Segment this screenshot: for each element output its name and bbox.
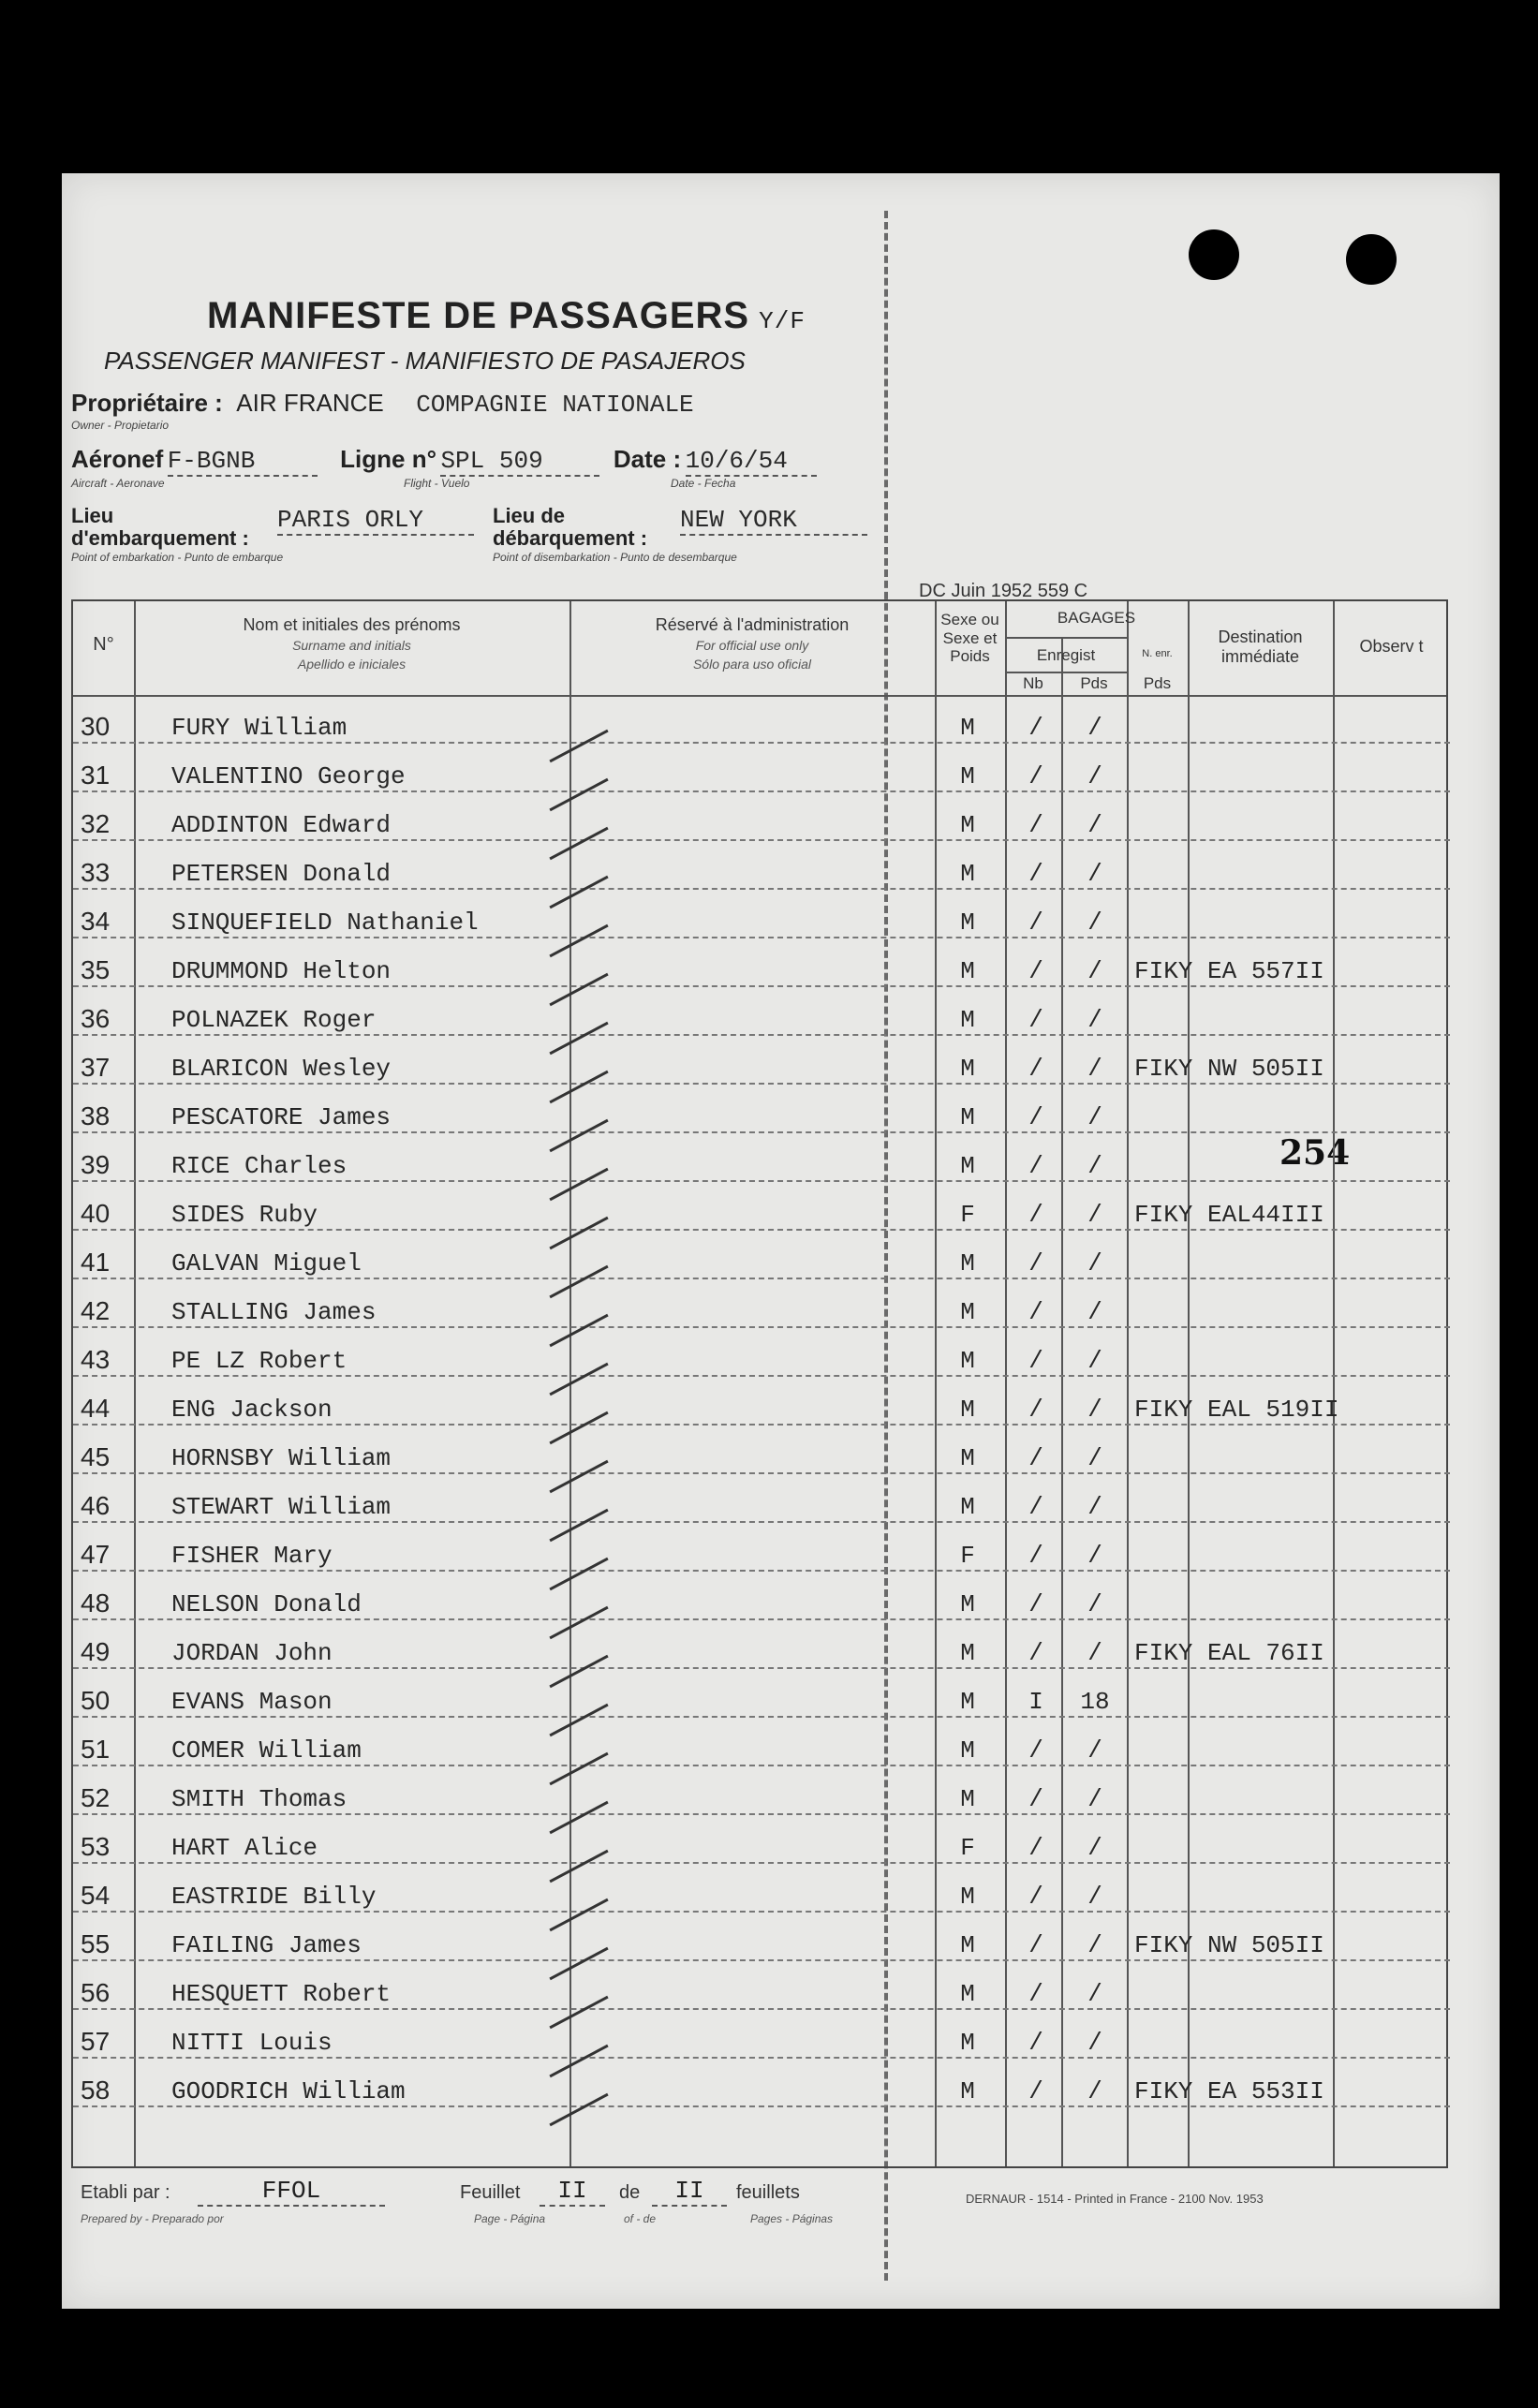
passenger-sex: M <box>960 957 975 985</box>
col-no: N° <box>93 634 114 655</box>
table-row <box>73 1336 1450 1382</box>
aircraft-value: F-BGNB <box>168 447 318 477</box>
prepared-sub: Prepared by - Preparado por <box>81 2212 224 2225</box>
passenger-number: 51 <box>81 1735 111 1764</box>
form-code: DC Juin 1952 559 C <box>919 581 1088 601</box>
baggage-weight: / <box>1087 909 1102 937</box>
prepared-value: FFOL <box>198 2177 385 2207</box>
passenger-number: 41 <box>81 1248 111 1277</box>
baggage-weight: / <box>1087 714 1102 742</box>
passenger-number: 57 <box>81 2027 111 2056</box>
baggage-count: / <box>1028 1347 1043 1375</box>
table-row <box>73 2066 1450 2113</box>
passenger-name: HESQUETT Robert <box>171 1980 392 2008</box>
table-row <box>73 897 1450 944</box>
owner-field <box>71 389 694 432</box>
baggage-weight: / <box>1087 1834 1102 1862</box>
passenger-number: 56 <box>81 1978 111 2007</box>
table-row <box>73 1530 1450 1577</box>
col-observ: Observ t <box>1359 637 1424 656</box>
destination-code: FIKY NW 505II <box>1134 1055 1324 1083</box>
baggage-weight: / <box>1087 1736 1102 1765</box>
passenger-number: 50 <box>81 1686 111 1715</box>
baggage-count: / <box>1028 1152 1043 1180</box>
table-row <box>73 751 1450 798</box>
baggage-count: / <box>1028 1590 1043 1618</box>
baggage-weight: / <box>1087 1201 1102 1229</box>
col-destination: Destination immédiate <box>1218 628 1303 666</box>
col-name-sub2: Apellido e iniciales <box>297 657 407 672</box>
title-text: MANIFESTE DE PASSAGERS <box>207 295 750 336</box>
passenger-number: 54 <box>81 1881 111 1910</box>
disembark-label-2: débarquement : <box>493 526 648 550</box>
passenger-number: 32 <box>81 809 111 838</box>
passenger-name: ENG Jackson <box>171 1396 333 1424</box>
punch-hole <box>1189 229 1239 280</box>
baggage-count: / <box>1028 2029 1043 2057</box>
passenger-sex: M <box>960 1980 975 2008</box>
table-row <box>73 1189 1450 1236</box>
destination-code: FIKY EA 553II <box>1134 2077 1324 2105</box>
passenger-name: JORDAN John <box>171 1639 333 1667</box>
baggage-count: / <box>1028 1883 1043 1911</box>
embark-label-1: Lieu <box>71 504 114 527</box>
table-row <box>73 1628 1450 1675</box>
passenger-sex: M <box>960 1444 975 1472</box>
passenger-sex: M <box>960 1396 975 1424</box>
passenger-sex: M <box>960 1931 975 1959</box>
passenger-name: FURY William <box>171 714 348 742</box>
baggage-weight: / <box>1087 1152 1102 1180</box>
baggage-weight: / <box>1087 1444 1102 1472</box>
printer-imprint: DERNAUR - 1514 - Printed in France - 2100 Nov. 1953 <box>966 2192 1264 2206</box>
col-name-label: Nom et initiales des prénoms <box>243 615 461 634</box>
passenger-name: FAILING James <box>171 1931 362 1959</box>
passenger-name: SINQUEFIELD Nathaniel <box>171 909 479 937</box>
sheets-label: feuillets <box>736 2182 800 2203</box>
baggage-count: / <box>1028 714 1043 742</box>
passenger-number: 45 <box>81 1442 111 1471</box>
table-row <box>73 1871 1450 1918</box>
passenger-number: 40 <box>81 1199 111 1228</box>
table-row <box>73 946 1450 993</box>
table-row <box>73 1579 1450 1626</box>
table-row <box>73 1043 1450 1090</box>
table-row <box>73 2017 1450 2064</box>
date-label: Date : <box>613 445 682 473</box>
passenger-sex: M <box>960 762 975 790</box>
passenger-number: 39 <box>81 1150 111 1179</box>
col-enregist: Enregist <box>1036 646 1096 664</box>
col-sexe: Sexe ou Sexe et Poids <box>940 611 999 666</box>
baggage-count: / <box>1028 1639 1043 1667</box>
passenger-name: SMITH Thomas <box>171 1785 348 1813</box>
disembark-label-1: Lieu de <box>493 504 566 527</box>
passenger-sex: F <box>960 1542 975 1570</box>
table-row <box>73 1677 1450 1723</box>
passenger-sex: M <box>960 1006 975 1034</box>
baggage-count: / <box>1028 1298 1043 1326</box>
table-row <box>73 1823 1450 1869</box>
date-value: 10/6/54 <box>686 447 817 477</box>
col-pds2: Pds <box>1143 674 1172 692</box>
baggage-weight: / <box>1087 1542 1102 1570</box>
passenger-number: 35 <box>81 955 111 984</box>
passenger-name: VALENTINO George <box>171 762 406 790</box>
passenger-sex: M <box>960 811 975 839</box>
destination-code: FIKY EAL 519II <box>1134 1396 1339 1424</box>
table-row <box>73 1141 1450 1188</box>
table-row <box>73 1725 1450 1772</box>
owner-value: AIR FRANCE <box>236 389 384 417</box>
passenger-sex: M <box>960 1103 975 1131</box>
passenger-sex: M <box>960 1590 975 1618</box>
passenger-sex: M <box>960 860 975 888</box>
baggage-count: / <box>1028 957 1043 985</box>
passenger-sex: F <box>960 1201 975 1229</box>
table-row <box>73 1092 1450 1139</box>
owner-typed: COMPAGNIE NATIONALE <box>416 391 694 419</box>
baggage-count: / <box>1028 1542 1043 1570</box>
table-row <box>73 702 1450 749</box>
col-nb: Nb <box>1023 674 1043 692</box>
passenger-name: STALLING James <box>171 1298 377 1326</box>
flight-info-row <box>71 445 867 492</box>
passenger-name: EVANS Mason <box>171 1688 333 1716</box>
passenger-name: COMER William <box>171 1736 362 1765</box>
baggage-count: / <box>1028 2077 1043 2105</box>
embarkation-field <box>71 506 483 564</box>
baggage-count: / <box>1028 1103 1043 1131</box>
col-reserved <box>569 615 935 673</box>
col-name-sub1: Surname and initials <box>292 637 411 653</box>
col-reserved-label: Réservé à l'administration <box>655 615 850 634</box>
aircraft-sub: Aircraft - Aeronave <box>71 477 165 490</box>
baggage-count: I <box>1028 1688 1043 1716</box>
passenger-number: 48 <box>81 1588 111 1618</box>
passenger-number: 58 <box>81 2076 111 2105</box>
baggage-count: / <box>1028 1201 1043 1229</box>
passenger-sex: M <box>960 1883 975 1911</box>
passenger-sex: M <box>960 1347 975 1375</box>
passenger-sex: M <box>960 1249 975 1278</box>
table-row <box>73 1238 1450 1285</box>
passenger-number: 46 <box>81 1491 111 1520</box>
baggage-count: / <box>1028 1980 1043 2008</box>
baggage-weight: 18 <box>1080 1688 1110 1716</box>
document-subtitle: PASSENGER MANIFEST - MANIFIESTO DE PASAJEROS <box>104 347 746 375</box>
manifest-sheet <box>62 173 1500 2309</box>
sheets-sub: Pages - Páginas <box>750 2212 834 2225</box>
baggage-weight: / <box>1087 2077 1102 2105</box>
table-row <box>73 1774 1450 1821</box>
prepared-label: Etabli par : <box>81 2182 170 2203</box>
aircraft-label: Aéronef <box>71 445 164 473</box>
table-row <box>73 1482 1450 1529</box>
table-row <box>73 849 1450 895</box>
passenger-sex: M <box>960 1639 975 1667</box>
owner-label: Propriétaire : <box>71 389 223 417</box>
passenger-number: 38 <box>81 1101 111 1130</box>
baggage-count: / <box>1028 1834 1043 1862</box>
baggage-count: / <box>1028 811 1043 839</box>
destination-code: FIKY EAL44III <box>1134 1201 1324 1229</box>
flight-value: SPL 509 <box>440 447 599 477</box>
baggage-count: / <box>1028 860 1043 888</box>
passenger-number: 42 <box>81 1296 111 1325</box>
passenger-name: EASTRIDE Billy <box>171 1883 377 1911</box>
of-value: II <box>652 2177 727 2207</box>
passenger-name: GOODRICH William <box>171 2077 406 2105</box>
baggage-weight: / <box>1087 1785 1102 1813</box>
passenger-sex: M <box>960 2077 975 2105</box>
passenger-sex: M <box>960 1493 975 1521</box>
baggage-weight: / <box>1087 762 1102 790</box>
baggage-weight: / <box>1087 1883 1102 1911</box>
passenger-number: 52 <box>81 1783 111 1812</box>
passenger-table <box>71 599 1448 2168</box>
table-row <box>73 1969 1450 2016</box>
embark-value: PARIS ORLY <box>277 506 474 536</box>
date-sub: Date - Fecha <box>671 477 736 490</box>
col-nenr: N. enr. <box>1142 648 1173 659</box>
passenger-sex: M <box>960 2029 975 2057</box>
page-stamp: 254 <box>1279 1133 1351 1173</box>
passenger-name: NELSON Donald <box>171 1590 362 1618</box>
baggage-weight: / <box>1087 1298 1102 1326</box>
passenger-name: RICE Charles <box>171 1152 348 1180</box>
baggage-count: / <box>1028 1785 1043 1813</box>
col-pds: Pds <box>1080 674 1108 692</box>
embark-sub: Point of embarkation - Punto de embarque <box>71 551 284 564</box>
passenger-sex: M <box>960 1785 975 1813</box>
passenger-name: STEWART William <box>171 1493 392 1521</box>
passenger-name: POLNAZEK Roger <box>171 1006 377 1034</box>
table-row <box>73 1920 1450 1967</box>
passenger-sex: M <box>960 909 975 937</box>
baggage-count: / <box>1028 1396 1043 1424</box>
passenger-name: HORNSBY William <box>171 1444 392 1472</box>
sheet-value: II <box>540 2177 605 2207</box>
baggage-count: / <box>1028 909 1043 937</box>
table-row <box>73 800 1450 847</box>
passenger-name: DRUMMOND Helton <box>171 957 392 985</box>
table-row <box>73 1384 1450 1431</box>
passenger-number: 31 <box>81 761 111 790</box>
baggage-count: / <box>1028 1055 1043 1083</box>
disembark-sub: Point of disembarkation - Punto de desembarque <box>493 551 737 564</box>
passenger-number: 30 <box>81 712 111 741</box>
title-mark: Y/F <box>759 307 806 335</box>
baggage-weight: / <box>1087 1103 1102 1131</box>
passenger-number: 33 <box>81 858 111 887</box>
passenger-number: 49 <box>81 1637 111 1666</box>
col-name <box>134 615 569 673</box>
baggage-weight: / <box>1087 1347 1102 1375</box>
baggage-weight: / <box>1087 1639 1102 1667</box>
passenger-name: BLARICON Wesley <box>171 1055 392 1083</box>
passenger-sex: M <box>960 1152 975 1180</box>
baggage-weight: / <box>1087 1055 1102 1083</box>
passenger-name: SIDES Ruby <box>171 1201 318 1229</box>
passenger-name: PESCATORE James <box>171 1103 392 1131</box>
baggage-weight: / <box>1087 1493 1102 1521</box>
disembark-value: NEW YORK <box>680 506 867 536</box>
passenger-sex: F <box>960 1834 975 1862</box>
table-row <box>73 1433 1450 1480</box>
baggage-count: / <box>1028 1493 1043 1521</box>
col-bagages: BAGAGES <box>1057 609 1136 627</box>
table-row <box>73 1287 1450 1334</box>
sheet-label: Feuillet <box>460 2182 521 2203</box>
passenger-number: 43 <box>81 1345 111 1374</box>
baggage-weight: / <box>1087 2029 1102 2057</box>
of-sub: of - de <box>624 2212 657 2225</box>
passenger-sex: M <box>960 1688 975 1716</box>
baggage-weight: / <box>1087 811 1102 839</box>
embark-label-2: d'embarquement : <box>71 526 249 550</box>
punch-hole <box>1346 234 1397 285</box>
sheet-sub: Page - Página <box>474 2212 546 2225</box>
passenger-number: 53 <box>81 1832 111 1861</box>
of-label: de <box>619 2182 641 2203</box>
baggage-count: / <box>1028 1249 1043 1278</box>
baggage-weight: / <box>1087 1006 1102 1034</box>
baggage-count: / <box>1028 1931 1043 1959</box>
passenger-sex: M <box>960 1055 975 1083</box>
flight-label: Ligne n° <box>340 445 436 473</box>
destination-code: FIKY NW 505II <box>1134 1931 1324 1959</box>
baggage-count: / <box>1028 1006 1043 1034</box>
baggage-count: / <box>1028 1444 1043 1472</box>
baggage-weight: / <box>1087 957 1102 985</box>
passenger-name: HART Alice <box>171 1834 318 1862</box>
owner-sub: Owner - Propietario <box>71 419 170 432</box>
baggage-weight: / <box>1087 1249 1102 1278</box>
passenger-name: NITTI Louis <box>171 2029 333 2057</box>
passenger-name: GALVAN Miguel <box>171 1249 362 1278</box>
passenger-sex: M <box>960 1736 975 1765</box>
passenger-number: 37 <box>81 1053 111 1082</box>
passenger-name: ADDINTON Edward <box>171 811 392 839</box>
baggage-weight: / <box>1087 860 1102 888</box>
col-reserved-sub1: For official use only <box>695 637 809 653</box>
baggage-weight: / <box>1087 1396 1102 1424</box>
passenger-number: 34 <box>81 907 111 936</box>
disembarkation-field <box>493 506 877 564</box>
check-mark <box>549 2093 608 2127</box>
baggage-count: / <box>1028 762 1043 790</box>
destination-code: FIKY EA 557II <box>1134 957 1324 985</box>
table-row <box>73 995 1450 1041</box>
baggage-weight: / <box>1087 1590 1102 1618</box>
destination-code: FIKY EAL 76II <box>1134 1639 1324 1667</box>
passenger-number: 44 <box>81 1394 111 1423</box>
passenger-name: FISHER Mary <box>171 1542 333 1570</box>
baggage-weight: / <box>1087 1980 1102 2008</box>
passenger-name: PETERSEN Donald <box>171 860 392 888</box>
passenger-number: 55 <box>81 1929 111 1958</box>
passenger-number: 36 <box>81 1004 111 1033</box>
col-reserved-sub2: Sólo para uso oficial <box>692 657 812 672</box>
document-title <box>207 295 806 337</box>
passenger-sex: M <box>960 1298 975 1326</box>
baggage-count: / <box>1028 1736 1043 1765</box>
passenger-sex: M <box>960 714 975 742</box>
passenger-number: 47 <box>81 1540 111 1569</box>
baggage-weight: / <box>1087 1931 1102 1959</box>
passenger-name: PE LZ Robert <box>171 1347 348 1375</box>
flight-sub: Flight - Vuelo <box>404 477 470 490</box>
